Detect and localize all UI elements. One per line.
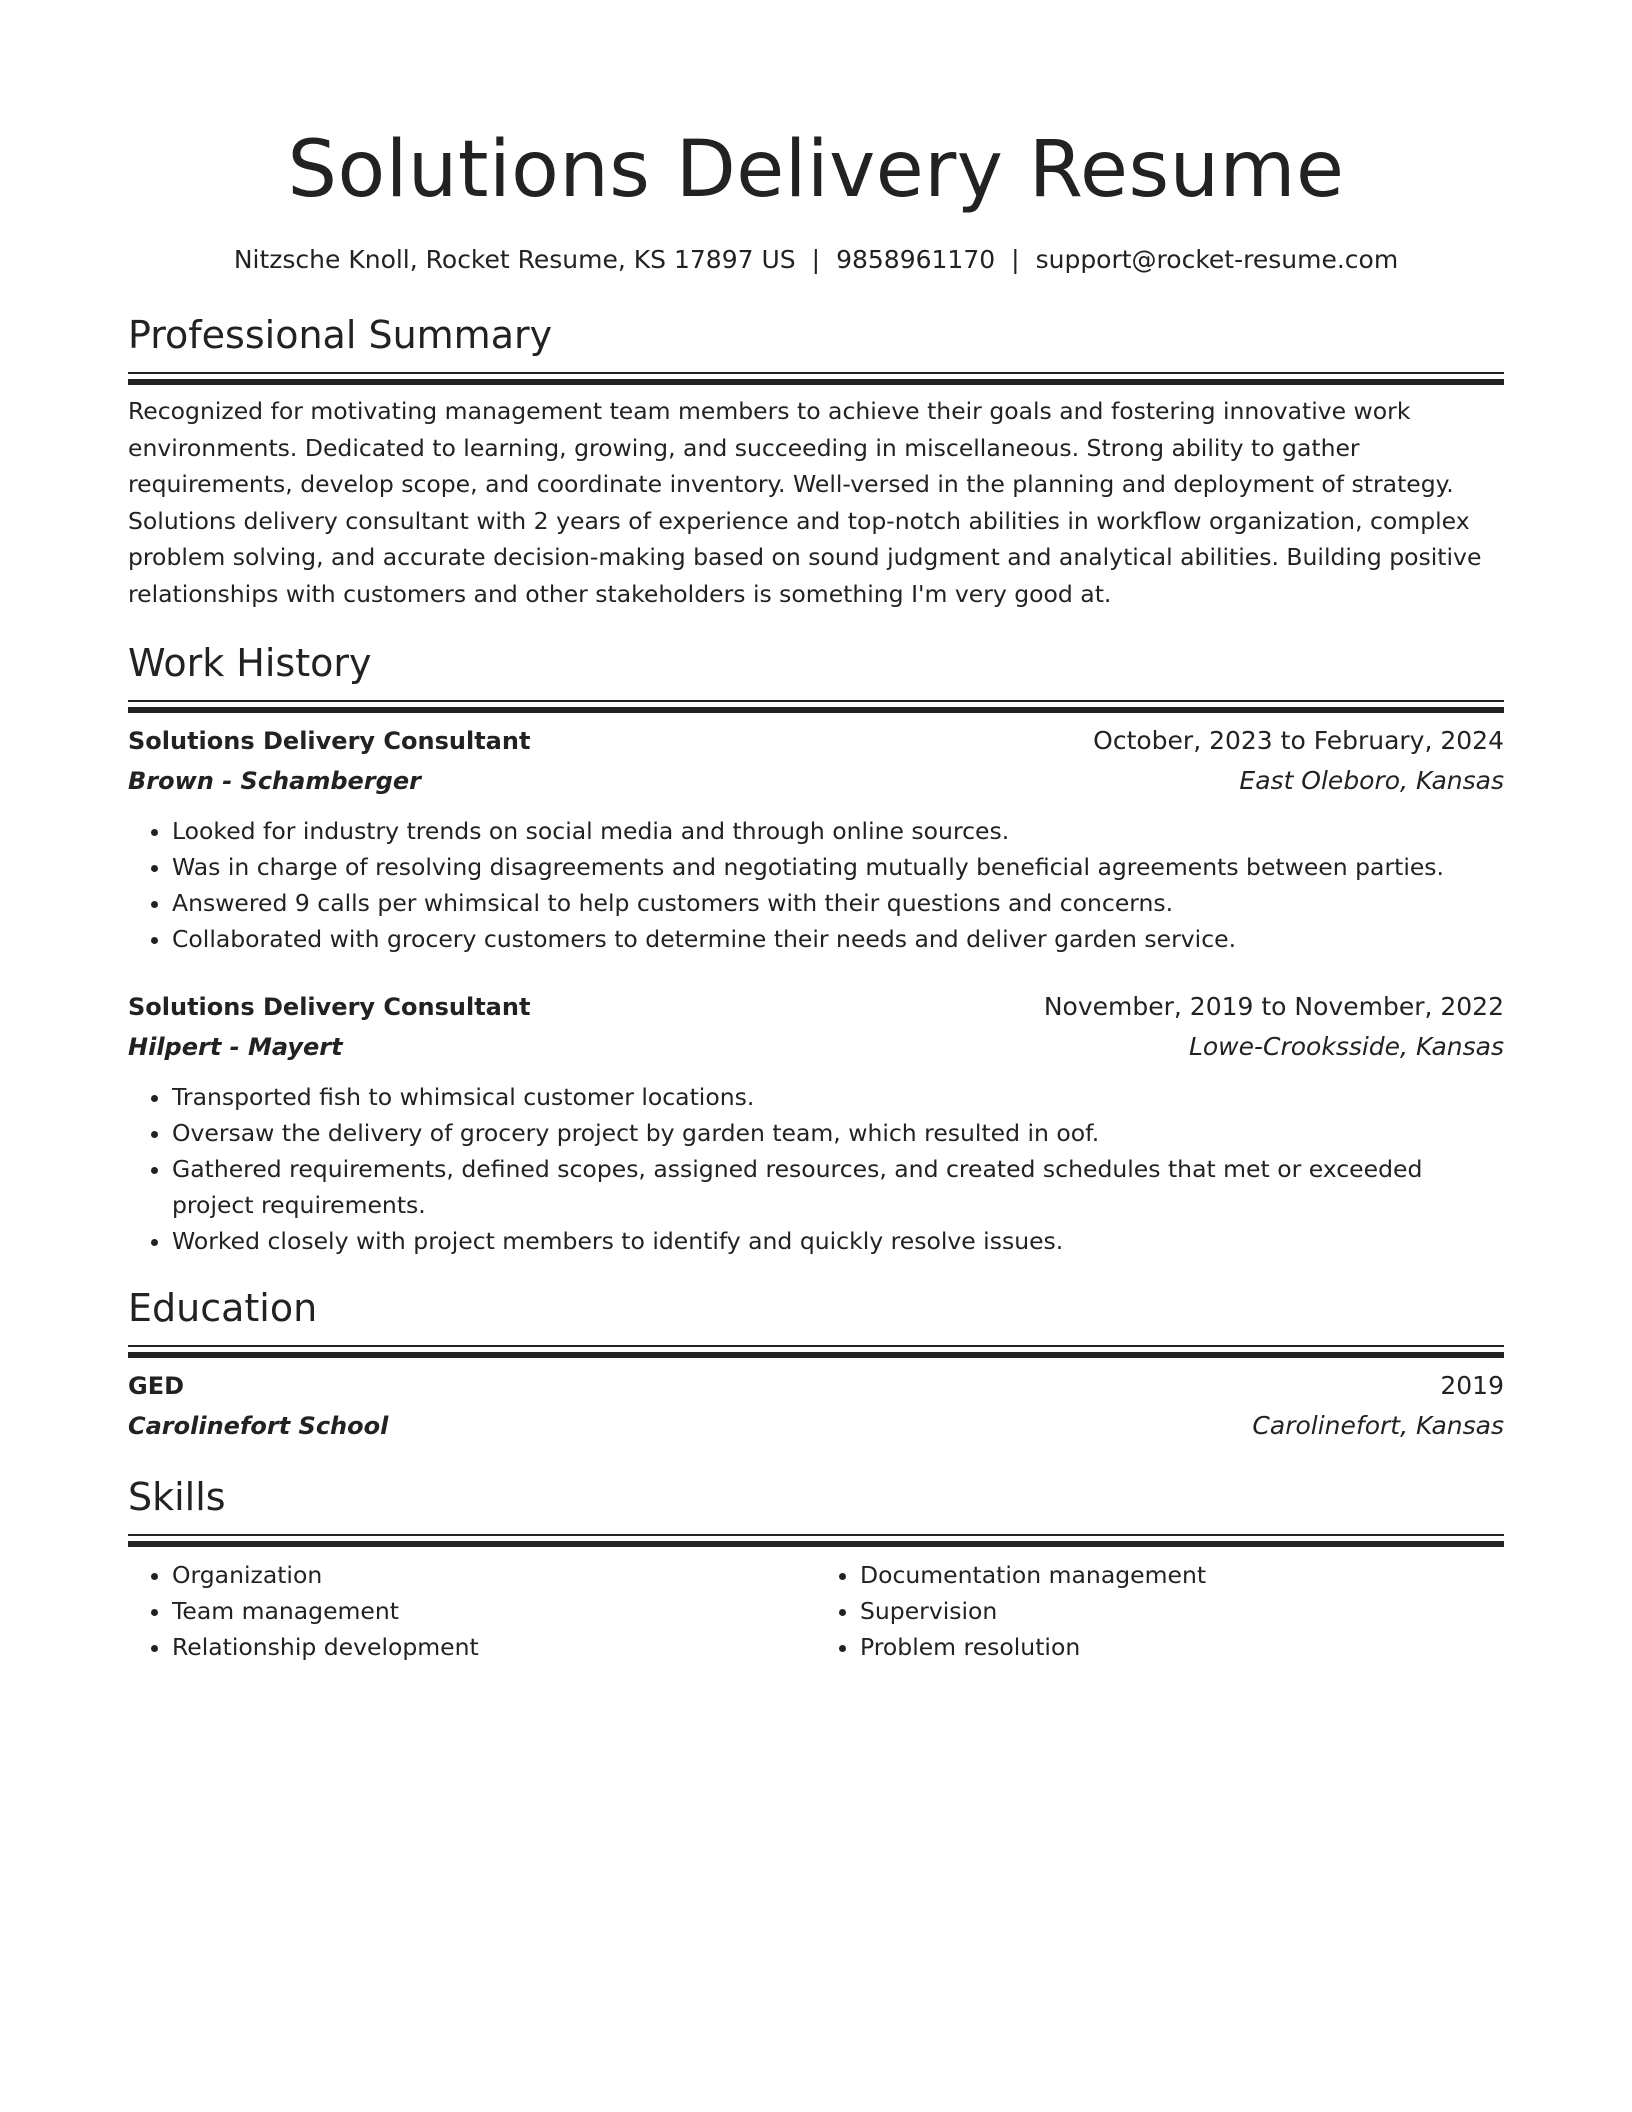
skills-column (128, 1557, 816, 1665)
section-title-work: Work History (128, 641, 372, 685)
summary-section (128, 310, 1504, 612)
education-entry (128, 1366, 1504, 1446)
contact-phone: 9858961170 (836, 245, 996, 274)
job-bullet: • Worked closely with project members to identify and quickly resolve issues. (172, 1223, 1504, 1259)
job-bullets (128, 1079, 1504, 1259)
job-bullet: • Looked for industry trends on social media and through online sources. (172, 813, 1504, 849)
job-bullet: • Transported fish to whimsical customer locations. (172, 1079, 1504, 1115)
job-bullet: • Oversaw the delivery of grocery project by garden team, which resulted in oof. (172, 1115, 1504, 1151)
job-dates: October, 2023 to February, 2024 (1093, 726, 1504, 755)
job-entry (128, 721, 1504, 957)
skill-item: • Organization (172, 1557, 816, 1593)
contact-line (128, 242, 1504, 278)
section-divider (128, 1534, 1504, 1536)
section-title-skills: Skills (128, 1475, 226, 1519)
education-school: Carolinefort School (128, 1412, 389, 1440)
education-degree: GED (128, 1372, 185, 1400)
job-entry (128, 987, 1504, 1259)
job-bullets (128, 813, 1504, 957)
skill-item: • Relationship development (172, 1629, 816, 1665)
job-location: Lowe-Crooksside, Kansas (1188, 1032, 1504, 1061)
skills-list (128, 1557, 1504, 1665)
skill-item: • Problem resolution (860, 1629, 1504, 1665)
resume-title: Solutions Delivery Resume (287, 125, 1345, 215)
job-dates: November, 2019 to November, 2022 (1043, 992, 1504, 1021)
section-divider (128, 372, 1504, 374)
skills-section (128, 1472, 1504, 1665)
education-year: 2019 (1440, 1371, 1504, 1400)
education-section (128, 1283, 1504, 1446)
skill-item: • Team management (172, 1593, 816, 1629)
job-company: Hilpert - Mayert (128, 1033, 343, 1061)
skills-column (816, 1557, 1504, 1665)
summary-text: Recognized for motivating management team members to achieve their goals and fostering innovative work environments. Dedicated to learning, growing, and succeeding in miscellaneous. Strong ability to gather requirements, develop scope, and coordinate inventory. Well-versed in the planning and deployment of strategy. Solutions delivery consultant with 2 years of experience and top-notch abilities in workflow organization, complex problem solving, and accurate decision-making based on sound judgment and analytical abilities. Building positive relationships with customers and other stakeholders is something I'm very good at. (128, 397, 1482, 608)
job-bullet: • Was in charge of resolving disagreements and negotiating mutually beneficial agreements between parties. (172, 849, 1504, 885)
job-company: Brown - Schamberger (128, 767, 421, 795)
contact-email: support@rocket-resume.com (1035, 245, 1399, 274)
job-bullet: • Answered 9 calls per whimsical to help customers with their questions and concerns. (172, 885, 1504, 921)
job-position: Solutions Delivery Consultant (128, 993, 531, 1021)
job-bullet: • Collaborated with grocery customers to determine their needs and deliver garden service. (172, 921, 1504, 957)
job-position: Solutions Delivery Consultant (128, 727, 531, 755)
skill-item: • Supervision (860, 1593, 1504, 1629)
education-location: Carolinefort, Kansas (1252, 1411, 1504, 1440)
contact-separator: | (811, 245, 821, 274)
skill-item: • Documentation management (860, 1557, 1504, 1593)
job-bullet: • Gathered requirements, defined scopes, assigned resources, and created schedules that met or exceeded project requirements. (172, 1151, 1504, 1223)
contact-separator: | (1011, 245, 1020, 274)
section-divider (128, 1345, 1504, 1347)
section-title-summary: Professional Summary (128, 313, 553, 357)
work-history-section (128, 638, 1504, 1259)
contact-address: Nitzsche Knoll, Rocket Resume, KS 17897 US (233, 245, 796, 274)
section-divider (128, 700, 1504, 702)
section-title-education: Education (128, 1286, 318, 1330)
job-location: East Oleboro, Kansas (1239, 766, 1504, 795)
